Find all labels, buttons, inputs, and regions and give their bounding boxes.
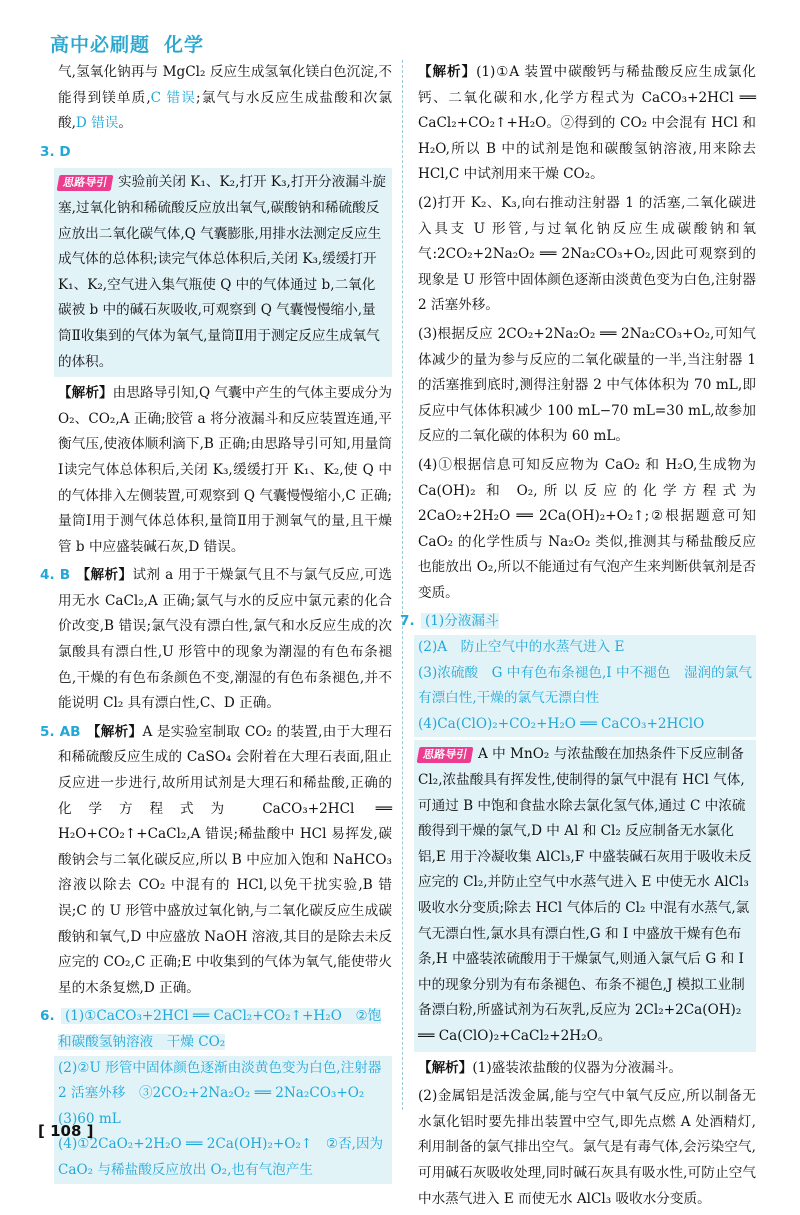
idea-guide-box (54, 168, 392, 377)
paragraph-text: 。 (118, 115, 132, 132)
left-column (40, 60, 393, 1184)
answer-line: (3)浓硫酸 G 中有色布条褪色,I 中不褪色 湿润的氯气有漂白性,干燥的氯气无漂白性 (414, 661, 756, 712)
paragraph (58, 60, 392, 137)
answer-block (400, 609, 756, 737)
paragraph-text: 气,氢氧化钠再与 MgCl₂ 反应生成氢氧化镁白色沉淀,不能得到镁单质, (58, 64, 392, 106)
idea-guide-badge: 思路导引 (57, 175, 114, 191)
question-number: 7. (400, 613, 415, 630)
answer-key: 4. B (40, 567, 71, 584)
right-column (400, 60, 756, 1215)
verdict: C 错误 (150, 89, 196, 106)
answer-line: (2)②U 形管中固体颜色逐渐由淡黄色变为白色,注射器 2 活塞外移 ③2CO₂+2Na₂O₂ ══ 2Na₂CO₃+O₂ (54, 1056, 392, 1107)
analysis-paragraph (418, 60, 756, 188)
analysis-label: 【解析】 (418, 64, 477, 80)
question-number: 6. (40, 1008, 55, 1025)
column-divider (402, 60, 403, 1110)
analysis-label: 【解析】 (418, 1059, 473, 1076)
analysis-label: 【解析】 (86, 723, 143, 740)
paragraph: (4)①根据信息可知反应物为 CaO₂ 和 H₂O,生成物为 Ca(OH)₂ 和 O₂,所以反应的化学方程式为 2CaO₂+2H₂O ══ 2Ca(OH)₂+O₂↑;②根据题意可知 CaO₂ 的化学性质与 Na₂O₂ 类似,推测其与稀盐酸反应也能放出 O₂,所以不能通过有气泡产生来判断供氧剂是否变质。 (418, 456, 756, 601)
question-item (40, 563, 392, 717)
answer-line: (2)A 防止空气中的水蒸气进入 E (414, 635, 756, 661)
analysis-label: 【解析】 (76, 567, 133, 584)
idea-guide-text: A 中 MnO₂ 与浓盐酸在加热条件下反应制备 Cl₂,浓盐酸具有挥发性,使制得的氯气中混有 HCl 气体,可通过 B 中饱和食盐水除去氯化氢气体,通过 C 中浓硫酸得到干燥的氯气,D 中 Al 和 Cl₂ 反应制备无水氯化铝,E 用于冷凝收集 AlCl₃,F 中盛装碱石灰用于吸收未反应完的 Cl₂,并防止空气中水蒸气进入 E 中使无水 AlCl₃ 吸收水分变质;除去 HCl 气体后的 Cl₂ 中混有水蒸气,氯气无漂白性,氯水具有漂白性,G 和 I 中盛放干燥有色布条,H 中盛装浓硫酸用于干燥氯气,则通入氯气后 G 和 I 中的现象分别为有布条褪色、布条不褪色,J 模拟工业制备漂白粉,所盛试剂为石灰乳,反应为 2Cl₂+2Ca(OH)₂ ══ Ca(ClO)₂+CaCl₂+2H₂O。 (418, 746, 752, 1044)
analysis-text: (1)①A 装置中碳酸钙与稀盐酸反应生成氯化钙、二氧化碳和水,化学方程式为 CaCO₃+2HCl ══ CaCl₂+CO₂↑+H₂O。②得到的 CO₂ 中会混有 HCl 和 H₂O,所以 B 中的试剂是饱和碳酸氢钠溶液,用来除去 HCl,C 中试剂用来干燥 CO₂。 (418, 64, 756, 183)
question-number (40, 140, 392, 166)
analysis-label: 【解析】 (58, 385, 113, 402)
book-title: 高中必刷题 (50, 34, 151, 56)
paragraph: (3)根据反应 2CO₂+2Na₂O₂ ══ 2Na₂CO₃+O₂,可知气体减少的量为参与反应的二氧化碳量的一半,当注射器 1 的活塞推到底时,测得注射器 2 中气体体积为 70 mL,即反应中气体体积减少 100 mL−70 mL=30 mL,故参加反应的二氧化碳的体积为 60 mL。 (418, 325, 756, 445)
answer-line: (4)①2CaO₂+2H₂O ══ 2Ca(OH)₂+O₂↑ ②否,因为 CaO₂ 与稀盐酸反应放出 O₂,也有气泡产生 (54, 1132, 392, 1183)
answer-line: (1)分液漏斗 (421, 613, 499, 629)
analysis-paragraph (58, 381, 392, 560)
analysis-text: 试剂 a 用于干燥氯气且不与氯气反应,可选用无水 CaCl₂,A 正确;氯气与水的反应中氯元素的化合价改变,B 错误;氯气没有漂白性,氯气和水反应生成的次氯酸具有漂白性,U 形管中的现象为潮湿的有色布条褪色,干燥的有色布条颜色不变,潮湿的有色布条褪色,并不能说明 Cl₂ 具有漂白性,C、D 正确。 (58, 567, 392, 712)
analysis-text: (1)盛装浓盐酸的仪器为分液漏斗。 (472, 1059, 682, 1076)
idea-guide-box (414, 740, 756, 1051)
page-header (50, 30, 218, 57)
paragraph: (2)金属铝是活泼金属,能与空气中氧气反应,所以制备无水氯化铝时要先排出装置中空气,即先点燃 A 处酒精灯,利用制备的氯气排出空气。氯气是有毒气体,会污染空气,可用碱石灰吸收处理,同时碱石灰具有吸水性,可防止空气中水蒸气进入 E 而使无水 AlCl₃ 吸收水分变质。 (418, 1088, 756, 1207)
answer-line: (4)Ca(ClO)₂+CO₂+H₂O ══ CaCO₃+2HClO (414, 712, 756, 738)
answer-line: (3)60 mL (54, 1107, 392, 1133)
analysis-text: A 是实验室制取 CO₂ 的装置,由于大理石和稀硫酸反应生成的 CaSO₄ 会附着在大理石表面,阻止反应进一步进行,故所用试剂是大理石和稀盐酸,正确的化学方程式为 CaCO₃+2HCl ══ H₂O+CO₂↑+CaCl₂,A 错误;稀盐酸中 HCl 易挥发,碳酸钠会与二氧化碳反应,所以 B 中应加入饱和 NaHCO₃ 溶液以除去 CO₂ 中混有的 HCl,以免干扰实验,B 错误;C 的 U 形管中盛放过氧化钠,与二氧化碳反应生成碳酸钠和氧气,D 中应盛放 NaOH 溶液,其目的是除去未反应完的 CO₂,C 正确;E 中收集到的气体为氧气,能使带火星的木条复燃,D 正确。 (58, 723, 392, 996)
answer-key: 5. AB (40, 723, 81, 740)
idea-guide-badge: 思路导引 (417, 747, 474, 763)
paragraph-text: ;氯气与水反应生成盐酸和次氯酸, (58, 89, 392, 132)
question-item (40, 720, 392, 1002)
analysis-text: 由思路导引知,Q 气囊中产生的气体主要成分为 O₂、CO₂,A 正确;胶管 a 将分液漏斗和反应装置连通,平衡气压,使液体顺利滴下,B 正确;由思路导引可知,用量筒Ⅰ读完气体总体积后,关闭 K₃,缓缓打开 K₁、K₂,使 Q 中的气体排入左侧装置,可观察到 Q 气囊慢慢缩小,C 正确;量筒Ⅰ用于测气体总体积,量筒Ⅱ用于测氧气的量,且干燥管 b 中应盛装碱石灰,D 错误。 (58, 385, 393, 555)
analysis-paragraph (418, 1056, 756, 1082)
page-number: [ 108 ] (38, 1122, 94, 1140)
verdict: D 错误 (75, 115, 119, 132)
paragraph: (2)打开 K₂、K₃,向右推动注射器 1 的活塞,二氧化碳进入具支 U 形管,与过氧化钠反应生成碳酸钠和氧气:2CO₂+2Na₂O₂ ══ 2Na₂CO₃+O₂,因此可观察到的现象是 U 形管中固体颜色逐渐由淡黄色变为白色,注射器 2 活塞外移。 (418, 194, 756, 314)
subject-title: 化学 (164, 34, 205, 56)
answer-key: 3. D (40, 143, 71, 160)
answer-line: (1)①CaCO₃+2HCl ══ CaCl₂+CO₂↑+H₂O ②饱和碳酸氢钠溶液 干燥 CO₂ (58, 1008, 382, 1050)
answer-block (40, 1004, 392, 1183)
idea-guide-text: 实验前关闭 K₁、K₂,打开 K₃,打开分液漏斗旋塞,过氧化钠和稀硫酸反应放出氧气,碳酸钠和稀硫酸反应放出二氧化碳气体,Q 气囊膨胀,用排水法测定反应生成气体的总体积;读完气体总体积后,关闭 K₃,缓缓打开 K₁、K₂,空气进入集气瓶使 Q 中的气体通过 b,二氧化碳被 b 中的碱石灰吸收,可观察到 Q 气囊慢慢缩小,量筒Ⅱ收集到的气体为氧气,量筒Ⅱ用于测定反应生成氧气的体积。 (58, 174, 387, 370)
